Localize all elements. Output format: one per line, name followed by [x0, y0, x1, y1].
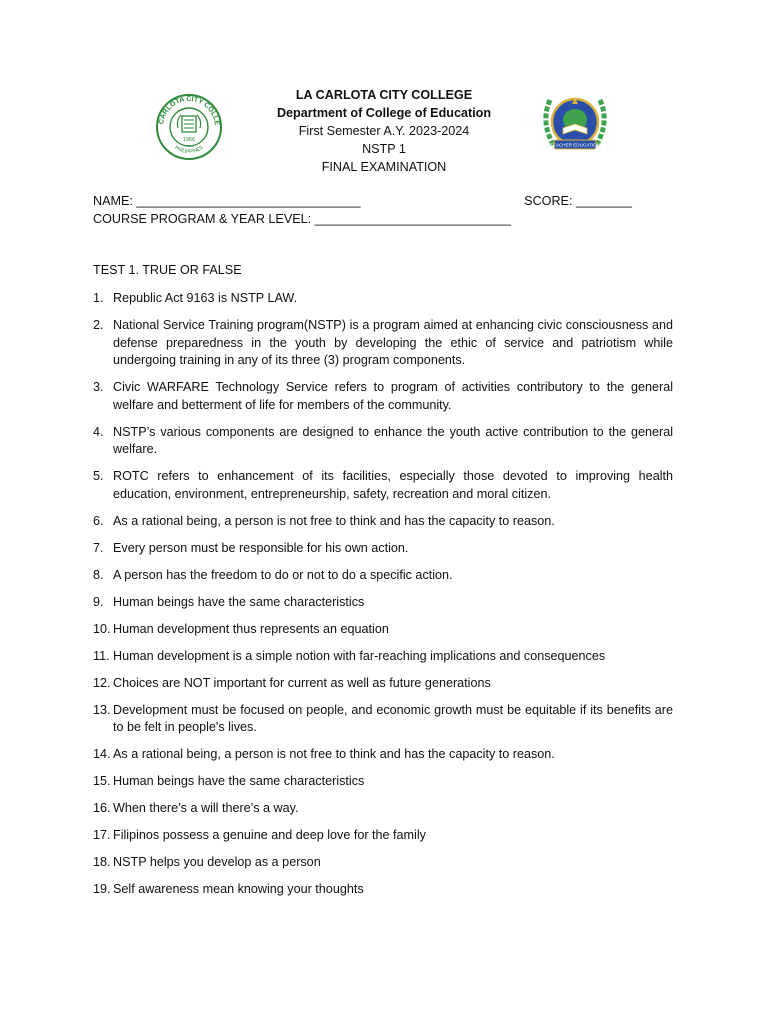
- question-item: [93, 567, 673, 585]
- question-number: 17.: [93, 828, 111, 842]
- question-item: [93, 621, 673, 639]
- question-number: 5.: [93, 469, 104, 483]
- question-number: 16.: [93, 801, 111, 815]
- question-text: NSTP helps you develop as a person: [113, 855, 321, 869]
- question-number: 4.: [93, 424, 104, 439]
- question-text: Development must be focused on people, and economic growth must be equitable if its benefits are to be felt in people's lives.: [113, 702, 673, 734]
- svg-text:LA CARLOTA CITY COLLEGE: CARLOTA CITY COLLE: [158, 95, 221, 126]
- question-number: 9.: [93, 594, 104, 609]
- question-text: National Service Training program(NSTP) is a program aimed at enhancing civic consciousness and defense preparedness in the youth by developing the ethic of service and patriotism while undergoing training in any of its three (3) program components.: [113, 318, 673, 367]
- question-item: [93, 675, 673, 693]
- question-item: [93, 702, 673, 737]
- question-text: Human development is a simple notion with far-reaching implications and consequences: [113, 648, 606, 663]
- question-item: [93, 424, 673, 459]
- college-name: LA CARLOTA CITY COLLEGE: [295, 88, 473, 102]
- question-number: 6.: [93, 513, 104, 528]
- question-number: 10.: [93, 621, 111, 636]
- question-text: Human beings have the same characteristics: [113, 594, 365, 609]
- question-text: Every person must be responsible for his own action.: [113, 540, 409, 555]
- question-item: [93, 317, 673, 370]
- course-code: NSTP 1: [362, 142, 406, 156]
- question-number: 11.: [93, 648, 110, 663]
- semester-line: First Semester A.Y. 2023-2024: [298, 124, 470, 138]
- question-number: 7.: [93, 540, 104, 555]
- question-number: 14.: [93, 747, 111, 761]
- question-item: [93, 854, 673, 872]
- question-text: ROTC refers to enhancement of its facilities, especially those devoted to improving health education, environment, entrepreneurship, safety, recreation and moral citizen.: [113, 469, 673, 501]
- question-text: Human beings have the same characteristics: [113, 774, 365, 788]
- question-number: 18.: [93, 855, 111, 869]
- question-number: 2.: [93, 318, 104, 332]
- question-text: As a rational being, a person is not free to think and has the capacity to reason.: [113, 513, 555, 528]
- course-program-field[interactable]: COURSE PROGRAM & YEAR LEVEL: ____________________________: [93, 212, 511, 226]
- question-item: [93, 648, 673, 666]
- question-item: [93, 827, 673, 845]
- question-text: Human development thus represents an equation: [113, 621, 389, 636]
- svg-text:TEACHER EDUCATION: TEACHER EDUCATION: [550, 142, 600, 148]
- question-item: [93, 540, 673, 558]
- question-text: Civic WARFARE Technology Service refers to program of activities contributory to the general welfare and betterment of life for members of the community.: [113, 380, 673, 412]
- question-text: Choices are NOT important for current as well as future generations: [113, 675, 491, 690]
- question-item: [93, 746, 673, 764]
- question-text: When there’s a will there’s a way.: [113, 801, 299, 815]
- question-text: As a rational being, a person is not free to think and has the capacity to reason.: [113, 747, 555, 761]
- question-number: 13.: [93, 702, 111, 717]
- test-title: TEST 1. TRUE OR FALSE: [93, 263, 242, 277]
- question-item: [93, 800, 673, 818]
- question-number: 8.: [93, 567, 104, 582]
- question-item: [93, 881, 673, 899]
- exam-title: FINAL EXAMINATION: [321, 160, 447, 174]
- name-field[interactable]: NAME: ________________________________: [93, 194, 361, 208]
- student-info-fields: [93, 192, 673, 228]
- question-item: [93, 594, 673, 612]
- question-text: Self awareness mean knowing your thoughts: [113, 882, 364, 896]
- question-item: [93, 379, 673, 414]
- question-text: NSTP’s various components are designed to enhance the youth active contribution to the general welfare.: [113, 424, 673, 456]
- question-text: Filipinos possess a genuine and deep love for the family: [113, 828, 426, 842]
- question-item: [93, 468, 673, 503]
- question-item: [93, 290, 673, 308]
- question-number: 12.: [93, 675, 111, 690]
- department-name: Department of College of Education: [276, 106, 492, 120]
- score-field[interactable]: SCORE: ________: [524, 194, 632, 208]
- question-text: Republic Act 9163 is NSTP LAW.: [113, 291, 298, 305]
- question-number: 19.: [93, 882, 111, 896]
- exam-header: [0, 86, 768, 176]
- svg-text:PHILIPPINES: PHILIPPINES: [173, 144, 205, 156]
- question-number: 3.: [93, 380, 104, 394]
- question-list: [93, 290, 673, 908]
- question-number: 15.: [93, 774, 111, 788]
- question-item: [93, 513, 673, 531]
- svg-text:1966: 1966: [182, 137, 196, 143]
- question-number: 1.: [93, 291, 104, 305]
- question-text: A person has the freedom to do or not to do a specific action.: [113, 567, 453, 582]
- question-item: [93, 773, 673, 791]
